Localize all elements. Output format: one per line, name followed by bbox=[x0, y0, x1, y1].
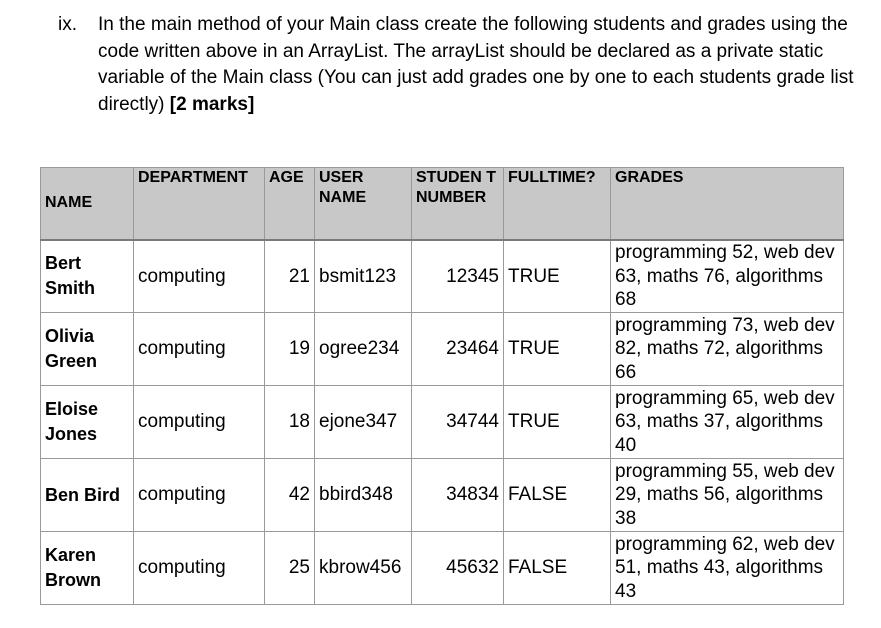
header-row bbox=[41, 168, 844, 240]
student-grades: programming 65, web dev 63, maths 37, algorithms 40 bbox=[611, 386, 844, 459]
student-age: 21 bbox=[265, 240, 315, 313]
student-name: Olivia Green bbox=[41, 313, 134, 386]
question-marks: [2 marks] bbox=[169, 93, 255, 115]
student-username: bsmit123 bbox=[315, 240, 412, 313]
header-username: USER NAME bbox=[315, 168, 412, 240]
header-grades: GRADES bbox=[611, 168, 844, 240]
student-username: kbrow456 bbox=[315, 532, 412, 605]
header-student-number: STUDEN T NUMBER bbox=[412, 168, 504, 240]
student-number: 23464 bbox=[412, 313, 504, 386]
student-fulltime: FALSE bbox=[504, 459, 611, 532]
student-username: bbird348 bbox=[315, 459, 412, 532]
student-grades: programming 55, web dev 29, maths 56, algorithms 38 bbox=[611, 459, 844, 532]
student-number: 34834 bbox=[412, 459, 504, 532]
student-department: computing bbox=[134, 459, 265, 532]
question-body: In the main method of your Main class create the following students and grades using the code written above in an ArrayList. The arrayList should be declared as a private static variable of the Main class (You can just add grades one by one to each students grade list directly) bbox=[98, 14, 854, 115]
table-row bbox=[41, 313, 844, 386]
student-name: Bert Smith bbox=[41, 240, 134, 313]
students-table bbox=[40, 167, 844, 605]
header-fulltime: FULLTIME? bbox=[504, 168, 611, 240]
student-fulltime: FALSE bbox=[504, 532, 611, 605]
question-number: ix. bbox=[58, 14, 77, 35]
student-number: 12345 bbox=[412, 240, 504, 313]
student-username: ejone347 bbox=[315, 386, 412, 459]
student-name: Eloise Jones bbox=[41, 386, 134, 459]
student-department: computing bbox=[134, 532, 265, 605]
student-name: Karen Brown bbox=[41, 532, 134, 605]
student-fulltime: TRUE bbox=[504, 386, 611, 459]
student-department: computing bbox=[134, 386, 265, 459]
student-number: 34744 bbox=[412, 386, 504, 459]
student-age: 18 bbox=[265, 386, 315, 459]
student-department: computing bbox=[134, 240, 265, 313]
student-number: 45632 bbox=[412, 532, 504, 605]
student-grades: programming 52, web dev 63, maths 76, algorithms 68 bbox=[611, 240, 844, 313]
table-row bbox=[41, 532, 844, 605]
student-age: 25 bbox=[265, 532, 315, 605]
table-row bbox=[41, 240, 844, 313]
header-department: DEPARTMENT bbox=[134, 168, 265, 240]
student-age: 42 bbox=[265, 459, 315, 532]
table-row bbox=[41, 459, 844, 532]
student-name: Ben Bird bbox=[41, 459, 134, 532]
header-age: AGE bbox=[265, 168, 315, 240]
student-fulltime: TRUE bbox=[504, 240, 611, 313]
student-fulltime: TRUE bbox=[504, 313, 611, 386]
student-grades: programming 73, web dev 82, maths 72, algorithms 66 bbox=[611, 313, 844, 386]
table-row bbox=[41, 386, 844, 459]
student-age: 19 bbox=[265, 313, 315, 386]
header-name: NAME bbox=[41, 168, 134, 240]
question-text bbox=[98, 12, 868, 118]
student-grades: programming 62, web dev 51, maths 43, algorithms 43 bbox=[611, 532, 844, 605]
student-department: computing bbox=[134, 313, 265, 386]
student-username: ogree234 bbox=[315, 313, 412, 386]
